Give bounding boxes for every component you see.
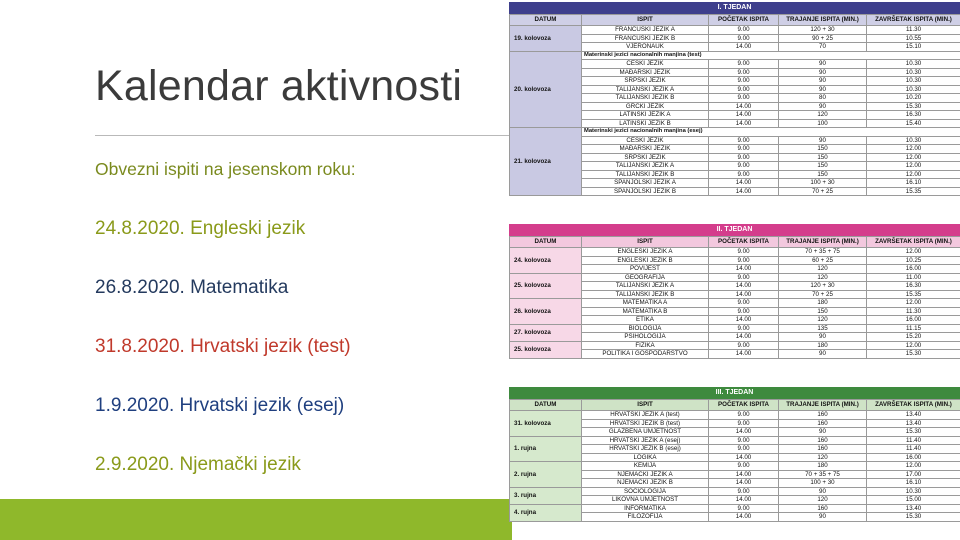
start-time: 14.00 — [709, 470, 779, 479]
column-header: DATUM — [510, 400, 582, 411]
exam-name: LOGIKA — [582, 453, 709, 462]
exam-name: ENGLESKI JEZIK A — [582, 248, 709, 257]
exam-name: SRPSKI JEZIK — [582, 77, 709, 86]
start-time: 9.00 — [709, 77, 779, 86]
end-time: 13.40 — [867, 504, 960, 513]
start-time: 14.00 — [709, 43, 779, 52]
exam-date: 25. kolovoza — [510, 273, 582, 299]
end-time: 15.20 — [867, 333, 960, 342]
exam-name: TALIJANSKI JEZIK A — [582, 162, 709, 171]
start-time: 14.00 — [709, 350, 779, 359]
start-time: 14.00 — [709, 119, 779, 128]
end-time: 10.55 — [867, 34, 960, 43]
start-time: 9.00 — [709, 487, 779, 496]
duration: 90 — [779, 77, 867, 86]
end-time: 13.40 — [867, 411, 960, 420]
duration: 90 — [779, 513, 867, 522]
start-time: 9.00 — [709, 170, 779, 179]
duration: 90 — [779, 350, 867, 359]
start-time: 9.00 — [709, 34, 779, 43]
end-time: 15.10 — [867, 43, 960, 52]
duration: 160 — [779, 445, 867, 454]
table-row — [510, 462, 960, 471]
start-time: 14.00 — [709, 513, 779, 522]
column-header: TRAJANJE ISPITA (MIN.) — [779, 400, 867, 411]
start-time: 9.00 — [709, 436, 779, 445]
end-time: 11.40 — [867, 436, 960, 445]
end-time: 16.30 — [867, 111, 960, 120]
week-title: II. TJEDAN — [509, 224, 960, 236]
end-time: 12.00 — [867, 299, 960, 308]
duration: 70 + 35 + 75 — [779, 470, 867, 479]
exam-name: FRANCUSKI JEZIK A — [582, 26, 709, 35]
exam-name: LATINSKI JEZIK B — [582, 119, 709, 128]
duration: 100 + 30 — [779, 179, 867, 188]
exam-date: 24. kolovoza — [510, 248, 582, 274]
exam-name: SOCIOLOGIJA — [582, 487, 709, 496]
exam-name: VJERONAUK — [582, 43, 709, 52]
exam-name: PSIHOLOGIJA — [582, 333, 709, 342]
start-time: 9.00 — [709, 341, 779, 350]
end-time: 12.00 — [867, 170, 960, 179]
end-time: 16.00 — [867, 316, 960, 325]
end-time: 12.00 — [867, 248, 960, 257]
end-time: 11.40 — [867, 445, 960, 454]
exam-schedule-table — [509, 399, 960, 522]
start-time: 14.00 — [709, 453, 779, 462]
end-time: 15.30 — [867, 350, 960, 359]
end-time: 15.30 — [867, 102, 960, 111]
duration: 90 — [779, 487, 867, 496]
exam-name: NJEMAČKI JEZIK A — [582, 470, 709, 479]
column-header: TRAJANJE ISPITA (MIN.) — [779, 15, 867, 26]
exam-name: BIOLOGIJA — [582, 324, 709, 333]
end-time: 10.30 — [867, 487, 960, 496]
duration: 90 + 25 — [779, 34, 867, 43]
exam-name: MAĐARSKI JEZIK — [582, 145, 709, 154]
exam-name: GRČKI JEZIK — [582, 102, 709, 111]
end-time: 11.15 — [867, 324, 960, 333]
duration: 135 — [779, 324, 867, 333]
column-header: ISPIT — [582, 237, 709, 248]
exam-name: ETIKA — [582, 316, 709, 325]
start-time: 9.00 — [709, 411, 779, 420]
table-row — [510, 324, 960, 333]
exam-date: 25. kolovoza — [510, 341, 582, 358]
table-row — [510, 51, 960, 60]
column-header: DATUM — [510, 237, 582, 248]
duration: 90 — [779, 102, 867, 111]
duration: 100 + 30 — [779, 479, 867, 488]
start-time: 14.00 — [709, 282, 779, 291]
exam-name: ŠPANJOLSKI JEZIK B — [582, 187, 709, 196]
end-time: 15.30 — [867, 513, 960, 522]
start-time: 14.00 — [709, 496, 779, 505]
duration: 120 + 30 — [779, 282, 867, 291]
exam-date: 20. kolovoza — [510, 51, 582, 128]
exam-name: ČEŠKI JEZIK — [582, 136, 709, 145]
duration: 120 — [779, 273, 867, 282]
start-time: 9.00 — [709, 419, 779, 428]
end-time: 11.30 — [867, 26, 960, 35]
column-header: POČETAK ISPITA — [709, 15, 779, 26]
table-row — [510, 341, 960, 350]
end-time: 15.35 — [867, 187, 960, 196]
start-time: 9.00 — [709, 256, 779, 265]
end-time: 10.30 — [867, 77, 960, 86]
exam-name: LATINSKI JEZIK A — [582, 111, 709, 120]
start-time: 9.00 — [709, 307, 779, 316]
end-time: 12.00 — [867, 153, 960, 162]
duration: 80 — [779, 94, 867, 103]
end-time: 16.10 — [867, 179, 960, 188]
start-time: 9.00 — [709, 85, 779, 94]
exam-item: 2.9.2020. Njemački jezik — [95, 454, 301, 475]
exam-name: SRPSKI JEZIK — [582, 153, 709, 162]
exam-name: MATEMATIKA B — [582, 307, 709, 316]
exam-name: GLAZBENA UMJETNOST — [582, 428, 709, 437]
start-time: 9.00 — [709, 145, 779, 154]
end-time: 16.00 — [867, 453, 960, 462]
duration: 120 — [779, 316, 867, 325]
column-header: ZAVRŠETAK ISPITA (MIN.) — [867, 400, 960, 411]
duration: 120 + 30 — [779, 26, 867, 35]
start-time: 9.00 — [709, 462, 779, 471]
exam-name: POVIJEST — [582, 265, 709, 274]
exam-name: FILOZOFIJA — [582, 513, 709, 522]
exam-date: 27. kolovoza — [510, 324, 582, 341]
start-time: 14.00 — [709, 333, 779, 342]
table-row — [510, 128, 960, 137]
exam-name: TALIJANSKI JEZIK A — [582, 85, 709, 94]
start-time: 14.00 — [709, 479, 779, 488]
week-title: I. TJEDAN — [509, 2, 960, 14]
start-time: 14.00 — [709, 102, 779, 111]
week-table-3 — [509, 387, 960, 522]
start-time: 9.00 — [709, 60, 779, 69]
exam-name: POLITIKA I GOSPODARSTVO — [582, 350, 709, 359]
exam-name: FRANCUSKI JEZIK B — [582, 34, 709, 43]
duration: 70 + 25 — [779, 290, 867, 299]
table-row — [510, 273, 960, 282]
end-time: 10.30 — [867, 136, 960, 145]
column-header: ISPIT — [582, 15, 709, 26]
exam-name: HRVATSKI JEZIK A (test) — [582, 411, 709, 420]
end-time: 12.00 — [867, 341, 960, 350]
week-table-1 — [509, 2, 960, 196]
duration: 120 — [779, 111, 867, 120]
table-row — [510, 299, 960, 308]
table-row — [510, 436, 960, 445]
bottom-accent-bar — [0, 499, 512, 540]
column-header: POČETAK ISPITA — [709, 400, 779, 411]
exam-name: ŠPANJOLSKI JEZIK A — [582, 179, 709, 188]
exam-name: MAĐARSKI JEZIK — [582, 68, 709, 77]
title-divider — [95, 135, 510, 136]
exam-name: TALIJANSKI JEZIK B — [582, 94, 709, 103]
end-time: 11.00 — [867, 273, 960, 282]
start-time: 9.00 — [709, 94, 779, 103]
end-time: 17.00 — [867, 470, 960, 479]
start-time: 14.00 — [709, 290, 779, 299]
table-header-row — [510, 15, 960, 26]
exam-item: 26.8.2020. Matematika — [95, 277, 289, 298]
duration: 180 — [779, 341, 867, 350]
week-table-2 — [509, 224, 960, 359]
end-time: 11.30 — [867, 307, 960, 316]
exam-schedule-table — [509, 14, 960, 196]
exam-item: 1.9.2020. Hrvatski jezik (esej) — [95, 395, 345, 416]
duration: 150 — [779, 162, 867, 171]
exam-name: MATEMATIKA A — [582, 299, 709, 308]
slide-subtitle: Obvezni ispiti na jesenskom roku: — [95, 159, 356, 179]
exam-date: 2. rujna — [510, 462, 582, 488]
exam-date: 4. rujna — [510, 504, 582, 521]
duration: 150 — [779, 153, 867, 162]
column-header: TRAJANJE ISPITA (MIN.) — [779, 237, 867, 248]
start-time: 9.00 — [709, 504, 779, 513]
duration: 90 — [779, 428, 867, 437]
end-time: 16.30 — [867, 282, 960, 291]
table-row — [510, 411, 960, 420]
duration: 120 — [779, 265, 867, 274]
end-time: 15.35 — [867, 290, 960, 299]
duration: 60 + 25 — [779, 256, 867, 265]
duration: 160 — [779, 411, 867, 420]
end-time: 10.30 — [867, 60, 960, 69]
duration: 90 — [779, 85, 867, 94]
exam-name: TALIJANSKI JEZIK B — [582, 290, 709, 299]
end-time: 16.10 — [867, 479, 960, 488]
start-time: 9.00 — [709, 153, 779, 162]
exam-name: HRVATSKI JEZIK B (test) — [582, 419, 709, 428]
table-row — [510, 504, 960, 513]
start-time: 14.00 — [709, 265, 779, 274]
exam-date: 19. kolovoza — [510, 26, 582, 52]
end-time: 10.25 — [867, 256, 960, 265]
exam-name: NJEMAČKI JEZIK B — [582, 479, 709, 488]
end-time: 10.20 — [867, 94, 960, 103]
table-row — [510, 248, 960, 257]
duration: 180 — [779, 462, 867, 471]
duration: 90 — [779, 136, 867, 145]
table-header-row — [510, 237, 960, 248]
exam-name: LIKOVNA UMJETNOST — [582, 496, 709, 505]
column-header: POČETAK ISPITA — [709, 237, 779, 248]
exam-item: 31.8.2020. Hrvatski jezik (test) — [95, 336, 351, 357]
start-time: 9.00 — [709, 136, 779, 145]
duration: 70 + 35 + 75 — [779, 248, 867, 257]
duration: 90 — [779, 68, 867, 77]
week-title: III. TJEDAN — [509, 387, 960, 399]
duration: 150 — [779, 170, 867, 179]
table-row — [510, 487, 960, 496]
duration: 150 — [779, 307, 867, 316]
exam-date: 21. kolovoza — [510, 128, 582, 196]
duration: 180 — [779, 299, 867, 308]
end-time: 13.40 — [867, 419, 960, 428]
end-time: 12.00 — [867, 145, 960, 154]
exam-item: 24.8.2020. Engleski jezik — [95, 218, 306, 239]
column-header: ISPIT — [582, 400, 709, 411]
exam-name: INFORMATIKA — [582, 504, 709, 513]
duration: 120 — [779, 453, 867, 462]
exam-date: 26. kolovoza — [510, 299, 582, 325]
end-time: 10.30 — [867, 68, 960, 77]
duration: 100 — [779, 119, 867, 128]
end-time: 15.40 — [867, 119, 960, 128]
exam-name: GEOGRAFIJA — [582, 273, 709, 282]
exam-name: KEMIJA — [582, 462, 709, 471]
start-time: 9.00 — [709, 26, 779, 35]
column-header: DATUM — [510, 15, 582, 26]
duration: 70 — [779, 43, 867, 52]
table-row — [510, 26, 960, 35]
end-time: 15.30 — [867, 428, 960, 437]
exam-name: ENGLESKI JEZIK B — [582, 256, 709, 265]
duration: 160 — [779, 419, 867, 428]
start-time: 9.00 — [709, 248, 779, 257]
duration: 120 — [779, 496, 867, 505]
start-time: 14.00 — [709, 428, 779, 437]
exam-date: 3. rujna — [510, 487, 582, 504]
duration: 160 — [779, 436, 867, 445]
group-heading: Materinski jezici nacionalnih manjina (test) — [582, 51, 960, 60]
duration: 150 — [779, 145, 867, 154]
end-time: 16.00 — [867, 265, 960, 274]
start-time: 9.00 — [709, 273, 779, 282]
exam-name: FIZIKA — [582, 341, 709, 350]
duration: 90 — [779, 333, 867, 342]
slide-title: Kalendar aktivnosti — [95, 62, 463, 110]
column-header: ZAVRŠETAK ISPITA (MIN.) — [867, 237, 960, 248]
column-header: ZAVRŠETAK ISPITA (MIN.) — [867, 15, 960, 26]
exam-name: HRVATSKI JEZIK B (esej) — [582, 445, 709, 454]
end-time: 15.00 — [867, 496, 960, 505]
table-header-row — [510, 400, 960, 411]
duration: 70 + 25 — [779, 187, 867, 196]
exam-name: HRVATSKI JEZIK A (esej) — [582, 436, 709, 445]
end-time: 12.00 — [867, 162, 960, 171]
start-time: 9.00 — [709, 445, 779, 454]
start-time: 14.00 — [709, 187, 779, 196]
start-time: 9.00 — [709, 299, 779, 308]
duration: 90 — [779, 60, 867, 69]
start-time: 9.00 — [709, 68, 779, 77]
start-time: 9.00 — [709, 162, 779, 171]
end-time: 12.00 — [867, 462, 960, 471]
start-time: 14.00 — [709, 316, 779, 325]
group-heading: Materinski jezici nacionalnih manjina (esej) — [582, 128, 960, 137]
duration: 160 — [779, 504, 867, 513]
exam-name: ČEŠKI JEZIK — [582, 60, 709, 69]
exam-schedule-table — [509, 236, 960, 359]
start-time: 14.00 — [709, 179, 779, 188]
end-time: 10.30 — [867, 85, 960, 94]
exam-name: TALIJANSKI JEZIK A — [582, 282, 709, 291]
start-time: 9.00 — [709, 324, 779, 333]
exam-date: 1. rujna — [510, 436, 582, 462]
start-time: 14.00 — [709, 111, 779, 120]
exam-date: 31. kolovoza — [510, 411, 582, 437]
exam-name: TALIJANSKI JEZIK B — [582, 170, 709, 179]
